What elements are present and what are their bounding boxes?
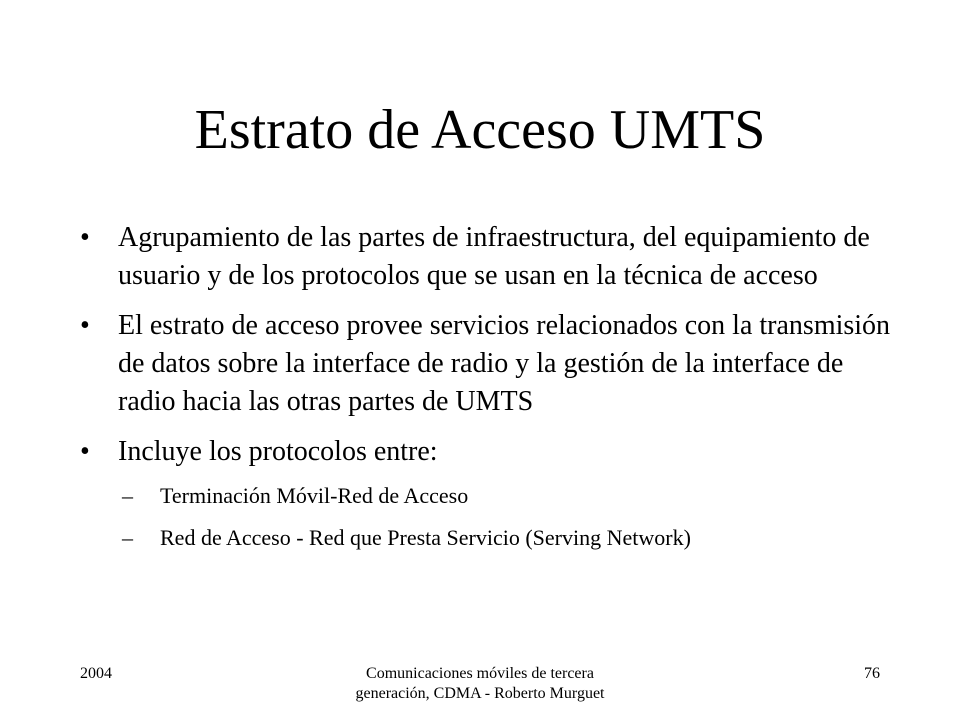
bullet-icon: • <box>80 222 90 253</box>
sub-bullet-text: Red de Acceso - Red que Presta Servicio (Serving Network) <box>160 525 691 550</box>
sub-bullet-item-2 <box>80 523 900 553</box>
bullet-icon: • <box>80 436 90 467</box>
footer-year: 2004 <box>80 665 112 682</box>
sub-bullet-text: Terminación Móvil-Red de Acceso <box>160 483 469 508</box>
slide-title: Estrato de Acceso UMTS <box>194 99 766 161</box>
bullet-item-2 <box>80 307 900 421</box>
footer-page-number: 76 <box>864 665 880 682</box>
bullet-item-1 <box>80 219 900 295</box>
bullet-icon: • <box>80 310 90 341</box>
bullet-item-3 <box>80 433 900 471</box>
slide-body <box>80 219 900 567</box>
sub-bullet-item-1 <box>80 481 900 511</box>
bullet-text: Incluye los protocolos entre: <box>118 436 438 467</box>
bullet-text: Agrupamiento de las partes de infraestructura, del equipamiento de usuario y de los protocolos que se usan en la técnica de acceso <box>118 222 870 291</box>
footer-caption: Comunicaciones móviles de tercera generación, CDMA - Roberto Murguet <box>355 665 605 702</box>
bullet-text: El estrato de acceso provee servicios relacionados con la transmisión de datos sobre la interface de radio y la gestión de la interface de radio hacia las otras partes de UMTS <box>118 310 891 417</box>
dash-icon: – <box>122 483 133 508</box>
dash-icon: – <box>122 525 133 550</box>
